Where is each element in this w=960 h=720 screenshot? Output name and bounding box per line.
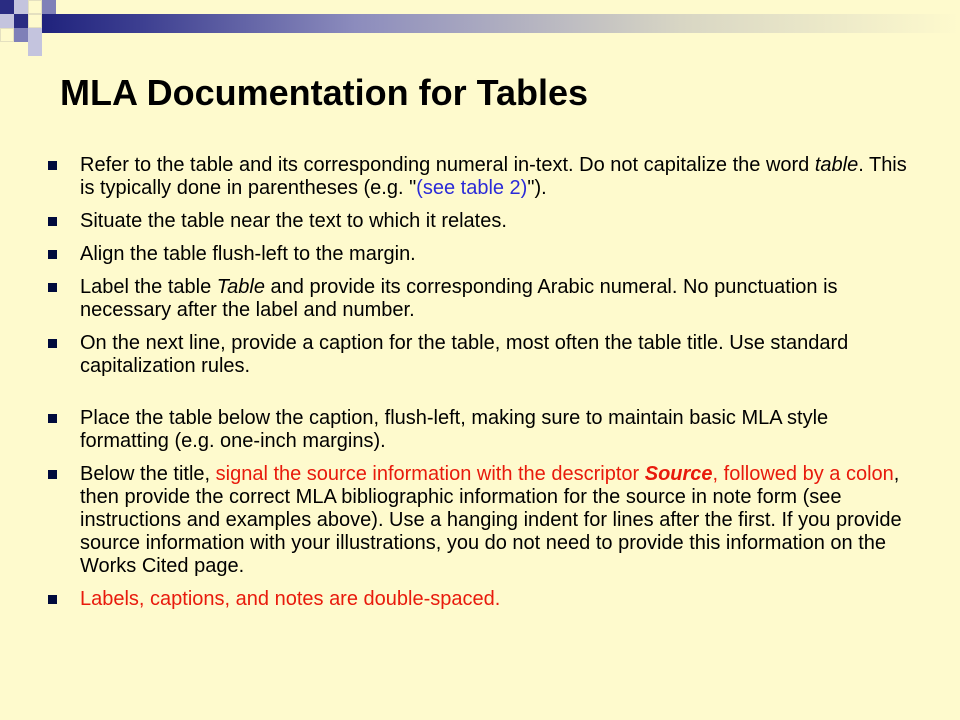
text-segment: Align the table flush-left to the margin. <box>80 243 416 265</box>
text-segment: and provide its corresponding Arabic numeral. No punctuation is necessary after the label and number. <box>80 276 838 321</box>
bullet-text <box>80 588 500 610</box>
square-bullet-icon <box>48 250 57 259</box>
text-segment: , followed by a colon <box>712 463 894 485</box>
bullet-text <box>80 463 902 577</box>
text-segment: signal the source information with the descriptor <box>215 463 645 485</box>
text-segment: Place the table below the caption, flush-left, making sure to maintain basic MLA style formatting (e.g. one-inch margins). <box>80 407 829 452</box>
bullet-item <box>48 332 918 378</box>
text-segment: (see table 2) <box>416 177 528 199</box>
square-bullet-icon <box>48 283 57 292</box>
bullet-list <box>48 154 918 621</box>
decor-square <box>42 0 56 14</box>
decor-square <box>0 0 14 14</box>
decor-square <box>0 14 14 28</box>
bullet-item <box>48 210 918 233</box>
decor-square <box>28 0 42 14</box>
bullet-item <box>48 154 918 200</box>
decor-square <box>28 14 42 28</box>
text-segment: "). <box>527 177 547 199</box>
bullet-text <box>80 276 838 321</box>
square-bullet-icon <box>48 339 57 348</box>
text-segment: table <box>814 154 859 176</box>
decor-square <box>28 28 42 42</box>
bullet-text <box>80 243 416 265</box>
bullet-item <box>48 463 918 578</box>
slide-title: MLA Documentation for Tables <box>60 72 589 113</box>
bullet-item <box>48 588 918 611</box>
text-segment: , then provide the correct MLA bibliographic information for the source in note form (see instructions and examples above). Use a hanging indent for lines after the first. If you provide source information with your illustrations, you do not need to provide this information on the Works Cited page. <box>80 463 902 577</box>
bullet-text <box>80 407 828 452</box>
bullet-text <box>80 332 848 377</box>
text-segment: Situate the table near the text to which it relates. <box>80 210 507 232</box>
text-segment: Refer to the table and its corresponding numeral in-text. Do not capitalize the word <box>80 154 815 176</box>
text-segment: On the next line, provide a caption for the table, most often the table title. Use standard capitalization rules. <box>80 332 849 377</box>
bullet-item <box>48 276 918 322</box>
bullet-item <box>48 407 918 453</box>
text-segment: . This is typically done in parentheses (e.g. " <box>80 154 907 199</box>
bullet-item <box>48 243 918 266</box>
text-segment: Label the table <box>80 276 217 298</box>
decor-square <box>14 14 28 28</box>
header-decoration <box>0 0 960 36</box>
square-bullet-icon <box>48 595 57 604</box>
text-segment: Source <box>644 463 713 485</box>
decor-square <box>0 28 14 42</box>
decor-square <box>14 0 28 14</box>
decor-square <box>14 28 28 42</box>
square-bullet-icon <box>48 470 57 479</box>
text-segment: Table <box>216 276 265 298</box>
square-bullet-icon <box>48 161 57 170</box>
text-segment: Labels, captions, and notes are double-spaced. <box>80 588 501 610</box>
square-bullet-icon <box>48 217 57 226</box>
bullet-text <box>80 154 907 199</box>
decor-square <box>28 42 42 56</box>
header-gradient-bar <box>30 14 960 33</box>
bullet-text <box>80 210 507 232</box>
square-bullet-icon <box>48 414 57 423</box>
text-segment: Below the title, <box>80 463 216 485</box>
